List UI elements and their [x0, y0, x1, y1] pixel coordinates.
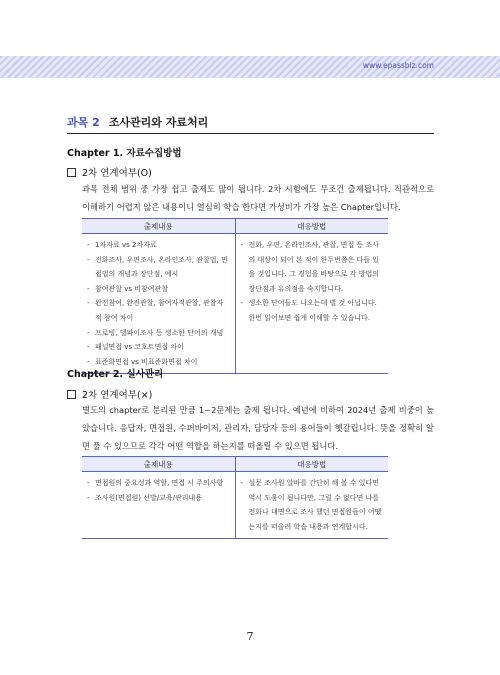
header-url: www.epassbiz.com: [362, 61, 434, 70]
list-item: - 설문 조사원 알바를 간단히 해 볼 수 있다면 역시 도움이 됩니다만, 그럴 수 없다면 나를 전화나 대면으로 조사 했던 면접원들이 어땠는지를 떠올려 학습 내용과 연계합시다.: [240, 476, 383, 534]
chapter1-paragraph: 과목 전체 범위 중 가장 쉽고 출제도 많이 됩니다. 2차 시험에도 무조건 출제됩니다. 직관적으로 이해하기 어렵지 않은 내용이니 열심히 학습 한다면 가성비가 가장 높은 Chapter입니다.: [82, 184, 434, 212]
header-cell-content: 출제내용: [82, 457, 236, 471]
subject-heading: [67, 112, 434, 134]
chapter2-question-text: 2차 연계여부(×): [82, 390, 153, 401]
chapter1-question-text: 2차 연계여부(O): [82, 168, 152, 179]
subject-title: 조사관리와 자료처리: [108, 116, 209, 129]
subject-number: 과목 2: [67, 116, 100, 129]
page-number: 7: [246, 630, 254, 643]
list-item: - 완전참여, 완전관찰, 참여자적관찰, 관찰자적 참여 차이: [86, 296, 229, 325]
checkbox-icon: [67, 390, 76, 399]
table-header: [82, 219, 388, 234]
chapter2-title: Chapter 2. 실사관리: [67, 369, 164, 380]
header-cell-method: 대응방법: [297, 222, 327, 231]
list-item: - 조사원(면접원) 선발/교육/관리내용: [86, 491, 229, 506]
content-column: [82, 234, 236, 373]
content-column: [82, 472, 236, 538]
list-item: - 표준화면접 vs 비표준화면접 차이: [86, 355, 229, 370]
list-item: - 패널면접 vs 코호트면접 차이: [86, 340, 229, 355]
list-item: - 참여관찰 vs 비참여관찰: [86, 282, 229, 297]
chapter2-question: [67, 387, 152, 401]
list-item: - 전화조사, 우편조사, 온라인조사, 관찰법, 면접법의 개념과 장단점, 예시: [86, 253, 229, 282]
header-cell-method: 대응방법: [297, 460, 327, 469]
chapter2-paragraph: 별도의 chapter로 분리된 만큼 1~2문제는 출제 됩니다. 예년에 비하여 2024년 출제 비중이 높았습니다. 응답자, 면접원, 수퍼바이저, 관리자, 담당자 등의 용어들이 헷갈립니다. 뜻을 정확히 알면 풀 수 있으므로 각각 어떤 역할을 하는지를 떠올릴 수 있으면 됩니다.: [82, 405, 434, 451]
chapter1-table: [82, 218, 388, 374]
list-item: - 프로빙, 델파이조사 등 생소한 단어의 개념: [86, 326, 229, 341]
chapter1-title: Chapter 1. 자료수집방법: [67, 148, 182, 159]
method-column: [236, 472, 389, 538]
header-cell-content: 출제내용: [82, 219, 236, 233]
checkbox-icon: [67, 168, 76, 177]
method-column: [236, 234, 389, 373]
header-band: [0, 56, 500, 78]
list-item: - 전화, 우편, 온라인조사, 관찰, 면접 등 조사의 대상이 되어 본 적이 한두번쯤은 다들 있을 것입니다. 그 경험을 바탕으로 각 방법의 장단점과 유의점을 숙지합니다.: [240, 238, 383, 296]
list-item: - 생소한 단어들도 나오는데 별 것 아닙니다. 한번 읽어보면 쉽게 이해할 수 있습니다.: [240, 296, 383, 325]
chapter1-question: [67, 165, 152, 179]
table-header: [82, 457, 388, 472]
chapter2-table: [82, 456, 388, 539]
list-item: - 1차자료 vs 2차자료: [86, 238, 229, 253]
list-item: - 면접원의 중요성과 역할, 면접 시 주의사항: [86, 476, 229, 491]
